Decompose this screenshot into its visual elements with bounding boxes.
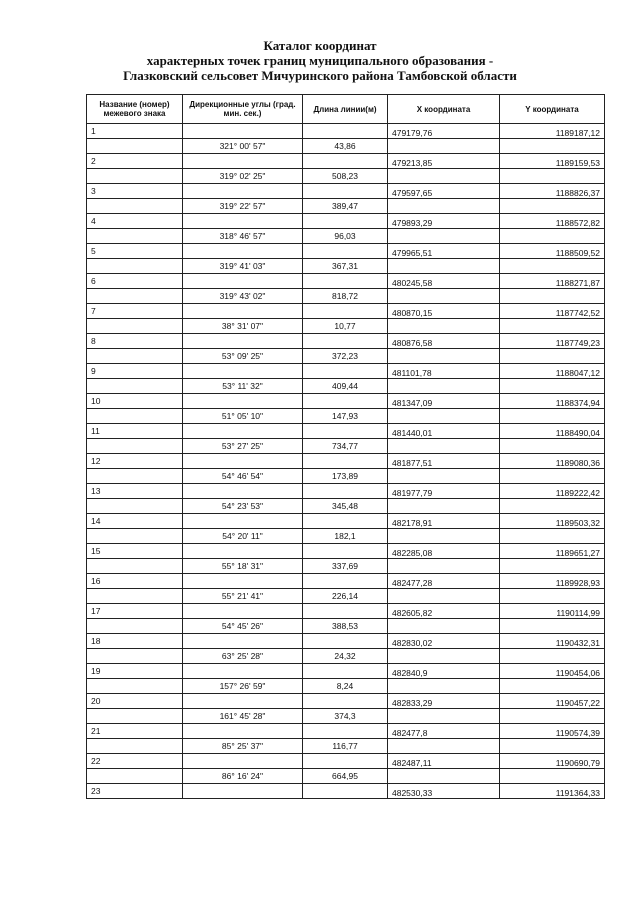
- segment-row: [87, 199, 605, 214]
- empty-cell: [183, 184, 303, 199]
- point-row: [87, 634, 605, 649]
- empty-cell: [388, 649, 500, 664]
- empty-cell: [388, 289, 500, 304]
- segment-row: [87, 139, 605, 154]
- direction-angle: 85° 25' 37": [183, 739, 303, 754]
- point-row: [87, 724, 605, 739]
- segment-row: [87, 619, 605, 634]
- direction-angle: 318° 46' 57": [183, 229, 303, 244]
- empty-cell: [87, 199, 183, 214]
- point-row: [87, 784, 605, 799]
- empty-cell: [303, 244, 388, 259]
- empty-cell: [500, 739, 605, 754]
- point-row: [87, 694, 605, 709]
- direction-angle: 38° 31' 07": [183, 319, 303, 334]
- empty-cell: [87, 589, 183, 604]
- segment-row: [87, 289, 605, 304]
- empty-cell: [388, 349, 500, 364]
- empty-cell: [500, 529, 605, 544]
- point-name: 18: [87, 634, 183, 649]
- line-length: 147,93: [303, 409, 388, 424]
- empty-cell: [303, 454, 388, 469]
- empty-cell: [303, 724, 388, 739]
- line-length: 367,31: [303, 259, 388, 274]
- point-row: [87, 184, 605, 199]
- empty-cell: [183, 784, 303, 799]
- empty-cell: [388, 379, 500, 394]
- line-length: 372,23: [303, 349, 388, 364]
- empty-cell: [87, 529, 183, 544]
- point-row: [87, 214, 605, 229]
- empty-cell: [183, 634, 303, 649]
- empty-cell: [87, 229, 183, 244]
- segment-row: [87, 439, 605, 454]
- x-coordinate: 482285,08: [388, 544, 500, 559]
- point-name: 5: [87, 244, 183, 259]
- line-length: 734,77: [303, 439, 388, 454]
- point-row: [87, 754, 605, 769]
- line-length: 10,77: [303, 319, 388, 334]
- empty-cell: [183, 244, 303, 259]
- empty-cell: [388, 499, 500, 514]
- y-coordinate: 1189159,53: [500, 154, 605, 169]
- segment-row: [87, 649, 605, 664]
- title-line-3: Глазковский сельсовет Мичуринского района Тамбовской области: [123, 68, 517, 83]
- point-name: 4: [87, 214, 183, 229]
- y-coordinate: 1188271,87: [500, 274, 605, 289]
- direction-angle: 319° 43' 02": [183, 289, 303, 304]
- empty-cell: [388, 259, 500, 274]
- x-coordinate: 479213,85: [388, 154, 500, 169]
- direction-angle: 53° 11' 32": [183, 379, 303, 394]
- y-coordinate: 1190432,31: [500, 634, 605, 649]
- point-name: 1: [87, 124, 183, 139]
- header-x: X координата: [388, 95, 500, 124]
- empty-cell: [500, 229, 605, 244]
- empty-cell: [500, 379, 605, 394]
- empty-cell: [303, 394, 388, 409]
- empty-cell: [87, 619, 183, 634]
- y-coordinate: 1189928,93: [500, 574, 605, 589]
- y-coordinate: 1190457,22: [500, 694, 605, 709]
- y-coordinate: 1190114,99: [500, 604, 605, 619]
- empty-cell: [500, 289, 605, 304]
- line-length: 43,86: [303, 139, 388, 154]
- empty-cell: [303, 184, 388, 199]
- empty-cell: [183, 214, 303, 229]
- direction-angle: 321° 00' 57": [183, 139, 303, 154]
- x-coordinate: 479965,51: [388, 244, 500, 259]
- empty-cell: [183, 334, 303, 349]
- y-coordinate: 1188490,04: [500, 424, 605, 439]
- line-length: 8,24: [303, 679, 388, 694]
- point-name: 3: [87, 184, 183, 199]
- x-coordinate: 479893,29: [388, 214, 500, 229]
- empty-cell: [303, 154, 388, 169]
- empty-cell: [388, 589, 500, 604]
- point-name: 8: [87, 334, 183, 349]
- y-coordinate: 1188047,12: [500, 364, 605, 379]
- empty-cell: [500, 139, 605, 154]
- direction-angle: 54° 45' 26": [183, 619, 303, 634]
- empty-cell: [183, 664, 303, 679]
- line-length: 337,69: [303, 559, 388, 574]
- y-coordinate: 1188374,94: [500, 394, 605, 409]
- point-row: [87, 334, 605, 349]
- direction-angle: 55° 21' 41": [183, 589, 303, 604]
- point-row: [87, 574, 605, 589]
- segment-row: [87, 559, 605, 574]
- direction-angle: 54° 23' 53": [183, 499, 303, 514]
- point-name: 11: [87, 424, 183, 439]
- line-length: 24,32: [303, 649, 388, 664]
- empty-cell: [388, 709, 500, 724]
- line-length: 96,03: [303, 229, 388, 244]
- line-length: 374,3: [303, 709, 388, 724]
- empty-cell: [500, 589, 605, 604]
- empty-cell: [87, 289, 183, 304]
- y-coordinate: 1189080,36: [500, 454, 605, 469]
- empty-cell: [388, 469, 500, 484]
- x-coordinate: 481440,01: [388, 424, 500, 439]
- header-name: Название (номер) межевого знака: [87, 95, 183, 124]
- line-length: 818,72: [303, 289, 388, 304]
- empty-cell: [303, 544, 388, 559]
- point-name: 14: [87, 514, 183, 529]
- empty-cell: [303, 124, 388, 139]
- empty-cell: [500, 259, 605, 274]
- segment-row: [87, 169, 605, 184]
- empty-cell: [183, 724, 303, 739]
- empty-cell: [183, 364, 303, 379]
- point-name: 2: [87, 154, 183, 169]
- point-name: 7: [87, 304, 183, 319]
- y-coordinate: 1187742,52: [500, 304, 605, 319]
- x-coordinate: 482178,91: [388, 514, 500, 529]
- x-coordinate: 479597,65: [388, 184, 500, 199]
- empty-cell: [303, 364, 388, 379]
- segment-row: [87, 409, 605, 424]
- empty-cell: [388, 199, 500, 214]
- empty-cell: [388, 739, 500, 754]
- empty-cell: [303, 634, 388, 649]
- line-length: 182,1: [303, 529, 388, 544]
- empty-cell: [87, 469, 183, 484]
- point-name: 12: [87, 454, 183, 469]
- empty-cell: [183, 274, 303, 289]
- x-coordinate: 481347,09: [388, 394, 500, 409]
- point-row: [87, 454, 605, 469]
- empty-cell: [183, 154, 303, 169]
- direction-angle: 53° 27' 25": [183, 439, 303, 454]
- empty-cell: [87, 349, 183, 364]
- x-coordinate: 482605,82: [388, 604, 500, 619]
- direction-angle: 51° 05' 10": [183, 409, 303, 424]
- empty-cell: [87, 439, 183, 454]
- y-coordinate: 1190454,06: [500, 664, 605, 679]
- point-name: 19: [87, 664, 183, 679]
- empty-cell: [303, 274, 388, 289]
- empty-cell: [87, 139, 183, 154]
- direction-angle: 157° 26' 59": [183, 679, 303, 694]
- empty-cell: [500, 499, 605, 514]
- point-name: 6: [87, 274, 183, 289]
- point-name: 22: [87, 754, 183, 769]
- empty-cell: [87, 739, 183, 754]
- x-coordinate: 481977,79: [388, 484, 500, 499]
- empty-cell: [388, 439, 500, 454]
- y-coordinate: 1188509,52: [500, 244, 605, 259]
- title-line-2: характерных точек границ муниципального образования -: [146, 53, 494, 68]
- line-length: 226,14: [303, 589, 388, 604]
- empty-cell: [87, 679, 183, 694]
- y-coordinate: 1189651,27: [500, 544, 605, 559]
- point-row: [87, 604, 605, 619]
- empty-cell: [87, 649, 183, 664]
- empty-cell: [183, 304, 303, 319]
- segment-row: [87, 769, 605, 784]
- segment-row: [87, 739, 605, 754]
- empty-cell: [388, 409, 500, 424]
- empty-cell: [500, 349, 605, 364]
- empty-cell: [303, 694, 388, 709]
- empty-cell: [500, 319, 605, 334]
- header-y: Y координата: [500, 95, 605, 124]
- line-length: 664,95: [303, 769, 388, 784]
- direction-angle: 63° 25' 28": [183, 649, 303, 664]
- segment-row: [87, 529, 605, 544]
- direction-angle: 54° 46' 54": [183, 469, 303, 484]
- empty-cell: [183, 424, 303, 439]
- empty-cell: [388, 169, 500, 184]
- segment-row: [87, 379, 605, 394]
- direction-angle: 86° 16' 24": [183, 769, 303, 784]
- y-coordinate: 1188572,82: [500, 214, 605, 229]
- direction-angle: 319° 41' 03": [183, 259, 303, 274]
- empty-cell: [303, 754, 388, 769]
- point-name: 16: [87, 574, 183, 589]
- empty-cell: [500, 469, 605, 484]
- segment-row: [87, 259, 605, 274]
- empty-cell: [303, 664, 388, 679]
- x-coordinate: 482477,8: [388, 724, 500, 739]
- empty-cell: [87, 259, 183, 274]
- empty-cell: [303, 784, 388, 799]
- empty-cell: [388, 559, 500, 574]
- table-body: [87, 124, 605, 799]
- point-row: [87, 484, 605, 499]
- point-row: [87, 424, 605, 439]
- empty-cell: [303, 574, 388, 589]
- point-row: [87, 394, 605, 409]
- empty-cell: [500, 769, 605, 784]
- empty-cell: [388, 679, 500, 694]
- direction-angle: 55° 18' 31": [183, 559, 303, 574]
- x-coordinate: 480870,15: [388, 304, 500, 319]
- x-coordinate: 482830,02: [388, 634, 500, 649]
- empty-cell: [388, 229, 500, 244]
- direction-angle: 54° 20' 11": [183, 529, 303, 544]
- empty-cell: [303, 424, 388, 439]
- segment-row: [87, 319, 605, 334]
- empty-cell: [500, 649, 605, 664]
- x-coordinate: 480245,58: [388, 274, 500, 289]
- x-coordinate: 480876,58: [388, 334, 500, 349]
- point-row: [87, 364, 605, 379]
- empty-cell: [87, 709, 183, 724]
- empty-cell: [303, 304, 388, 319]
- point-row: [87, 274, 605, 289]
- header-length: Длина линии(м): [303, 95, 388, 124]
- point-row: [87, 544, 605, 559]
- empty-cell: [303, 604, 388, 619]
- line-length: 409,44: [303, 379, 388, 394]
- empty-cell: [388, 319, 500, 334]
- empty-cell: [303, 514, 388, 529]
- coordinates-table: [86, 94, 605, 799]
- point-row: [87, 154, 605, 169]
- empty-cell: [183, 604, 303, 619]
- y-coordinate: 1187749,23: [500, 334, 605, 349]
- direction-angle: 53° 09' 25": [183, 349, 303, 364]
- line-length: 388,53: [303, 619, 388, 634]
- point-name: 10: [87, 394, 183, 409]
- table-header-row: [87, 95, 605, 124]
- empty-cell: [87, 169, 183, 184]
- x-coordinate: 482840,9: [388, 664, 500, 679]
- empty-cell: [183, 574, 303, 589]
- x-coordinate: 481101,78: [388, 364, 500, 379]
- segment-row: [87, 679, 605, 694]
- point-row: [87, 514, 605, 529]
- empty-cell: [183, 124, 303, 139]
- empty-cell: [500, 199, 605, 214]
- empty-cell: [500, 439, 605, 454]
- empty-cell: [87, 499, 183, 514]
- empty-cell: [500, 619, 605, 634]
- document-title: [0, 38, 640, 83]
- x-coordinate: 482487,11: [388, 754, 500, 769]
- empty-cell: [303, 214, 388, 229]
- empty-cell: [87, 769, 183, 784]
- segment-row: [87, 469, 605, 484]
- empty-cell: [388, 769, 500, 784]
- x-coordinate: 482530,33: [388, 784, 500, 799]
- point-name: 20: [87, 694, 183, 709]
- empty-cell: [183, 394, 303, 409]
- empty-cell: [303, 334, 388, 349]
- segment-row: [87, 229, 605, 244]
- y-coordinate: 1189222,42: [500, 484, 605, 499]
- empty-cell: [500, 559, 605, 574]
- y-coordinate: 1188826,37: [500, 184, 605, 199]
- empty-cell: [500, 169, 605, 184]
- point-row: [87, 304, 605, 319]
- point-row: [87, 664, 605, 679]
- line-length: 508,23: [303, 169, 388, 184]
- line-length: 345,48: [303, 499, 388, 514]
- empty-cell: [87, 379, 183, 394]
- y-coordinate: 1191364,33: [500, 784, 605, 799]
- x-coordinate: 479179,76: [388, 124, 500, 139]
- point-row: [87, 244, 605, 259]
- empty-cell: [388, 139, 500, 154]
- point-name: 17: [87, 604, 183, 619]
- empty-cell: [500, 709, 605, 724]
- point-name: 15: [87, 544, 183, 559]
- empty-cell: [388, 529, 500, 544]
- point-name: 23: [87, 784, 183, 799]
- point-name: 21: [87, 724, 183, 739]
- point-name: 13: [87, 484, 183, 499]
- line-length: 116,77: [303, 739, 388, 754]
- empty-cell: [87, 319, 183, 334]
- empty-cell: [183, 514, 303, 529]
- line-length: 173,89: [303, 469, 388, 484]
- header-angle: Дирекционные углы (град. мин. сек.): [183, 95, 303, 124]
- empty-cell: [183, 484, 303, 499]
- segment-row: [87, 709, 605, 724]
- empty-cell: [183, 454, 303, 469]
- y-coordinate: 1189503,32: [500, 514, 605, 529]
- segment-row: [87, 589, 605, 604]
- line-length: 389,47: [303, 199, 388, 214]
- direction-angle: 319° 02' 25": [183, 169, 303, 184]
- y-coordinate: 1190690,79: [500, 754, 605, 769]
- point-name: 9: [87, 364, 183, 379]
- x-coordinate: 482477,28: [388, 574, 500, 589]
- direction-angle: 319° 22' 57": [183, 199, 303, 214]
- x-coordinate: 481877,51: [388, 454, 500, 469]
- y-coordinate: 1189187,12: [500, 124, 605, 139]
- empty-cell: [183, 754, 303, 769]
- empty-cell: [183, 544, 303, 559]
- empty-cell: [87, 559, 183, 574]
- segment-row: [87, 499, 605, 514]
- empty-cell: [388, 619, 500, 634]
- empty-cell: [500, 409, 605, 424]
- y-coordinate: 1190574,39: [500, 724, 605, 739]
- segment-row: [87, 349, 605, 364]
- x-coordinate: 482833,29: [388, 694, 500, 709]
- title-line-1: Каталог координат: [263, 38, 377, 53]
- empty-cell: [500, 679, 605, 694]
- empty-cell: [183, 694, 303, 709]
- direction-angle: 161° 45' 28": [183, 709, 303, 724]
- empty-cell: [87, 409, 183, 424]
- point-row: [87, 124, 605, 139]
- empty-cell: [303, 484, 388, 499]
